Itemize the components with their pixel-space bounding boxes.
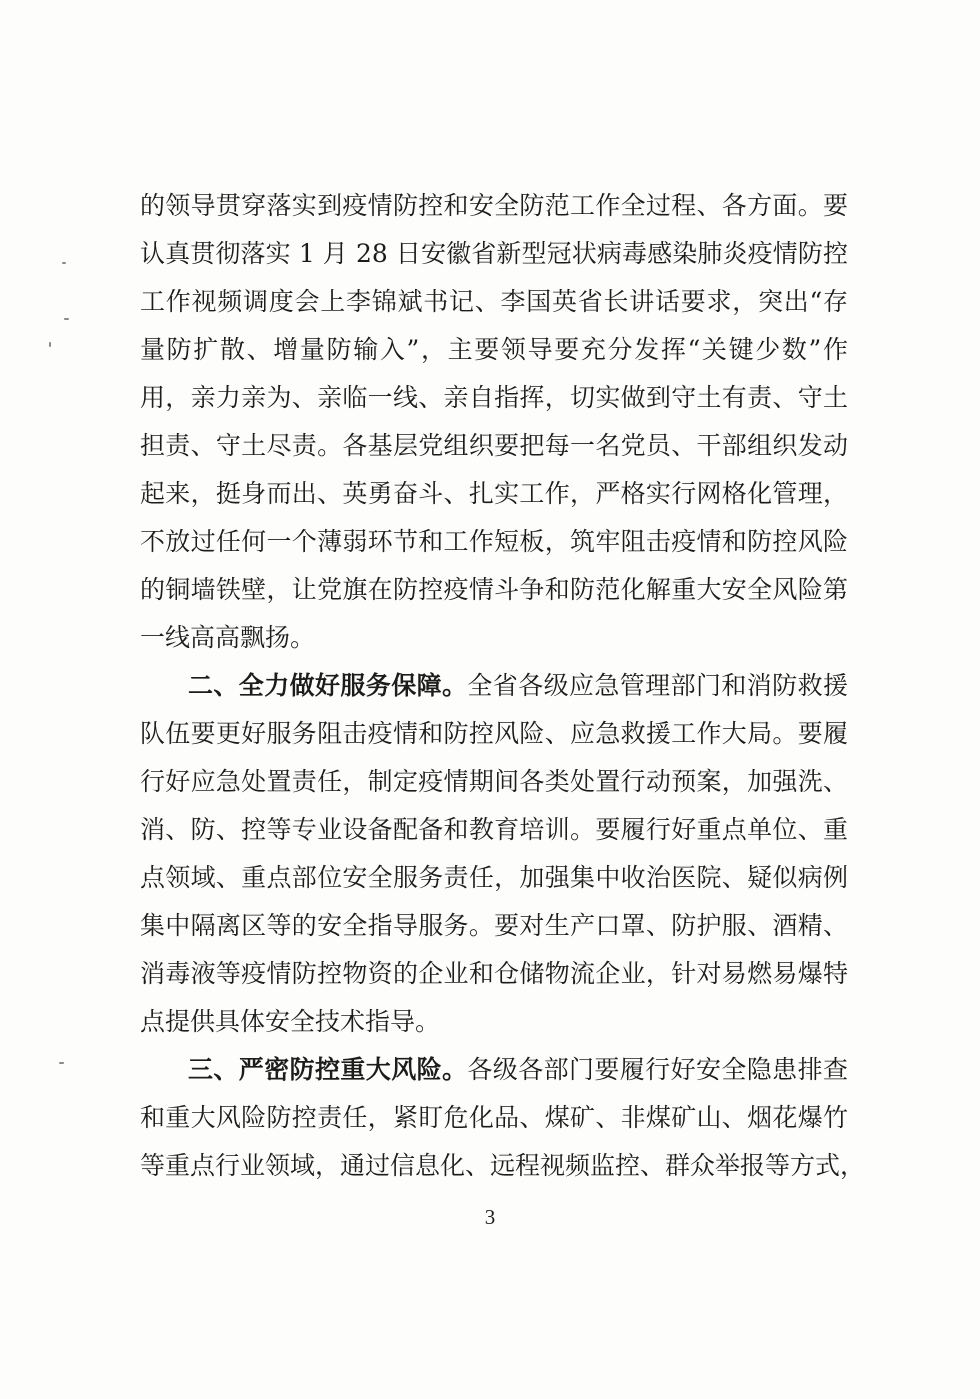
section-heading: 三、严密防控重大风险。 [188,1055,468,1084]
scan-speck [64,318,69,320]
paragraph-line: 队伍要更好服务阻击疫情和防控风险、应急救援工作大局。要履 [140,719,848,748]
paragraph-line: 行好应急处置责任，制定疫情期间各类处置行动预案，加强洗、 [140,767,848,796]
paragraph-line: 量防扩散、增量防输入”，主要领导要充分发挥“关键少数”作 [140,335,848,364]
scan-speck [62,262,66,264]
paragraph-line: 担责、守土尽责。各基层党组织要把每一名党员、干部组织发动 [140,431,848,460]
section-first-line [188,1050,848,1090]
paragraph-line: 的铜墙铁壁，让党旗在防控疫情斗争和防范化解重大安全风险第 [140,575,848,604]
page-number: 3 [484,1205,496,1229]
paragraph-line: 点提供具体安全技术指导。 [140,1007,441,1036]
paragraph-line: 不放过任何一个薄弱环节和工作短板，筑牢阻击疫情和防控风险 [140,527,848,556]
paragraph-line: 集中隔离区等的安全指导服务。要对生产口罩、防护服、酒精、 [140,911,848,940]
paragraph-line: 用，亲力亲为、亲临一线、亲自指挥，切实做到守土有责、守土 [140,383,848,412]
section-text: 各级各部门要履行好安全隐患排查 [467,1055,848,1084]
paragraph-line: 认真贯彻落实 1 月 28 日安徽省新型冠状病毒感染肺炎疫情防控 [140,239,848,268]
section-text: 全省各级应急管理部门和消防救援 [467,671,848,700]
paragraph-line: 和重大风险防控责任，紧盯危化品、煤矿、非煤矿山、烟花爆竹 [140,1103,848,1132]
section-heading: 二、全力做好服务保障。 [188,671,468,700]
paragraph-line: 等重点行业领域，通过信息化、远程视频监控、群众举报等方式， [140,1151,866,1180]
paragraph-line: 起来，挺身而出、英勇奋斗、扎实工作，严格实行网格化管理， [140,479,848,508]
paragraph-line: 工作视频调度会上李锦斌书记、李国英省长讲话要求，突出“存 [140,287,848,316]
section-first-line [188,666,848,706]
paragraph-line: 消毒液等疫情防控物资的企业和仓储物流企业，针对易燃易爆特 [140,959,848,988]
paragraph-line: 的领导贯穿落实到疫情防控和安全防范工作全过程、各方面。要 [140,191,848,220]
paragraph-line: 消、防、控等专业设备配备和教育培训。要履行好重点单位、重 [140,815,848,844]
scan-speck [59,1062,64,1064]
paragraph-line: 一线高高飘扬。 [140,623,316,652]
scan-speck [49,342,51,347]
paragraph-line: 点领域、重点部位安全服务责任，加强集中收治医院、疑似病例 [140,863,848,892]
